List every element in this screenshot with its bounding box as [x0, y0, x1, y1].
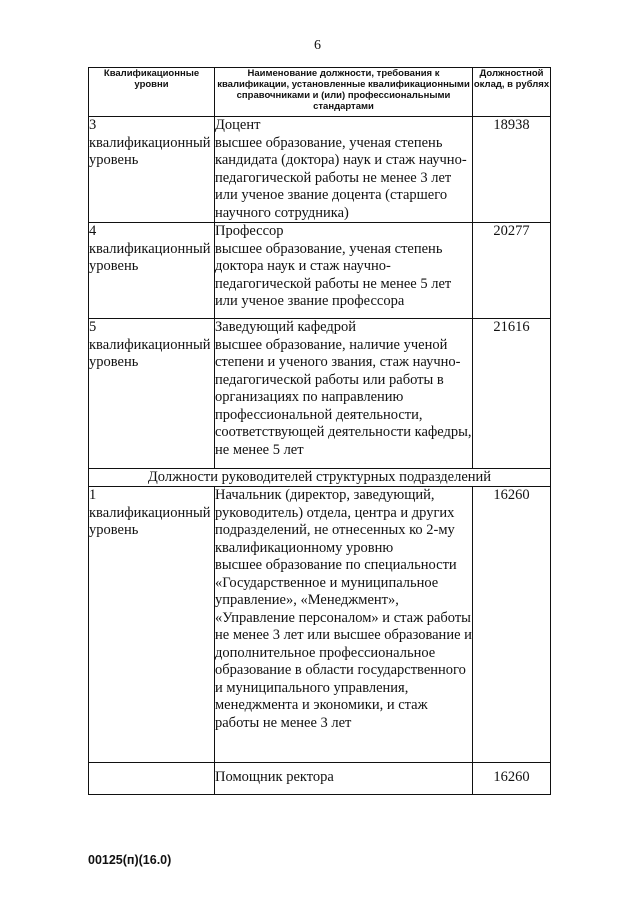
position-requirements: высшее образование, наличие ученой степени и ученого звания, стаж научно-педагогической работы или работы в организациях по направлению профессиональной деятельности, соответствующей деятельности кафедры, не менее 5 лет [215, 336, 472, 458]
qualification-level: 5 квалификационный уровень [89, 319, 215, 469]
position-title: Доцент [215, 117, 261, 133]
table-row [89, 763, 551, 795]
qualification-level: 3 квалификационный уровень [89, 117, 215, 223]
salary-value: 16260 [473, 487, 551, 763]
position-description [215, 487, 473, 763]
section-header-row [89, 469, 551, 487]
qualification-level [89, 763, 215, 795]
table-row [89, 487, 551, 763]
position-title: Начальник (директор, заведующий, руководитель) отдела, центра и других подразделений, не отнесенных ко 2-му квалификационному уровню [215, 487, 455, 556]
section-title: Должности руководителей структурных подразделений [89, 469, 551, 487]
table-row [89, 223, 551, 319]
qualification-level: 1 квалификационный уровень [89, 487, 215, 763]
salary-value: 21616 [473, 319, 551, 469]
document-code: 00125(п)(16.0) [88, 853, 172, 867]
position-requirements: высшее образование по специальности «Государственное и муниципальное управление», «Менеджмент», «Управление персоналом» и стаж работы не менее 3 лет или высшее образование и дополнительное профессиональное образование в области государственного и муниципального управления, менеджмента и экономики, и стаж работы не менее 3 лет [215, 557, 472, 731]
position-title: Заведующий кафедрой [215, 319, 357, 335]
header-salary: Должностной оклад, в рублях [473, 68, 551, 117]
qualification-level: 4 квалификационный уровень [89, 223, 215, 319]
position-requirements: высшее образование, ученая степень кандидата (доктора) наук и стаж научно-педагогической работы не менее 3 лет или ученое звание доцента (старшего научного сотрудника) [215, 134, 467, 221]
table-row [89, 117, 551, 223]
salary-value: 16260 [473, 763, 551, 795]
position-description [215, 223, 473, 319]
position-description [215, 763, 473, 795]
table-row [89, 319, 551, 469]
header-qualification-levels: Квалификационные уровни [89, 68, 215, 117]
position-description [215, 319, 473, 469]
page-number: 6 [314, 38, 321, 53]
salary-value: 20277 [473, 223, 551, 319]
position-requirements: высшее образование, ученая степень доктора наук и стаж научно-педагогической работы не менее 5 лет или ученое звание профессора [215, 240, 452, 309]
salary-table [88, 67, 551, 795]
table-header-row [89, 68, 551, 117]
salary-value: 18938 [473, 117, 551, 223]
position-title: Помощник ректора [215, 769, 334, 785]
position-title: Профессор [215, 223, 284, 239]
header-position-requirements: Наименование должности, требования к квалификации, установленные квалификационными справочниками и (или) профессиональными стандартами [215, 68, 473, 117]
position-description [215, 117, 473, 223]
